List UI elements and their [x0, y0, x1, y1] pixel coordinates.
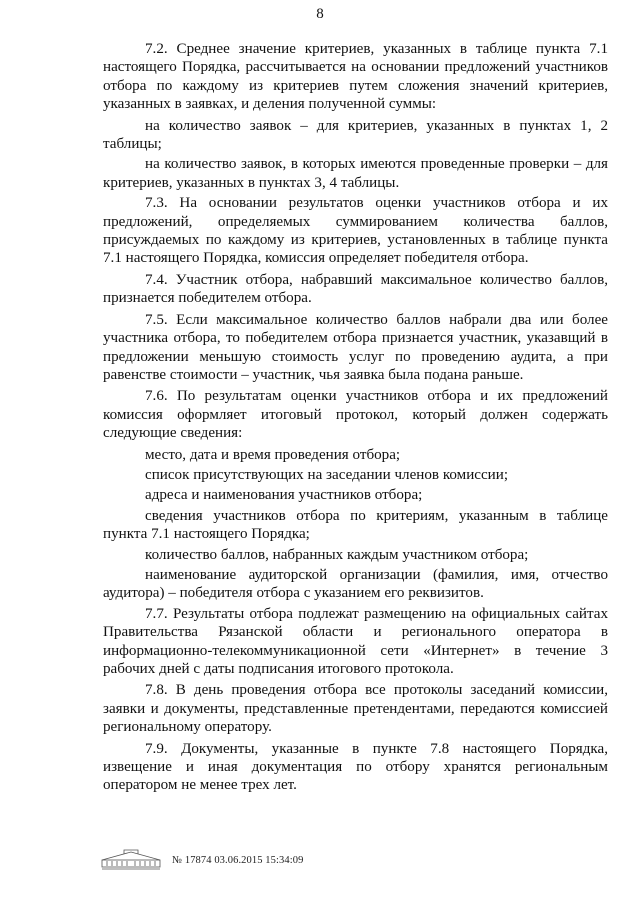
- list-item: список присутствующих на заседании членов комиссии;: [145, 466, 509, 483]
- paragraph-7-5: 7.5. Если максимальное количество баллов набрали два или более участника отбора, то победителем отбора признается участник, указавщий в предложении меньшую стоимость услуг по проведению аудита, а при равенстве стоимости – участник, чья заявка была подана раньше.: [103, 311, 608, 383]
- paragraph-7-9: 7.9. Документы, указанные в пункте 7.8 настоящего Порядка, извещение и иная документация по отбору хранятся региональным оператором не менее трех лет.: [103, 740, 608, 794]
- document-footer: [100, 848, 303, 872]
- paragraph-7-4: 7.4. Участник отбора, набравший максимальное количество баллов, признается победителем отбора.: [103, 271, 608, 307]
- list-item: место, дата и время проведения отбора;: [145, 446, 401, 463]
- paragraph-7-8: 7.8. В день проведения отбора все протоколы заседаний комиссии, заявки и документы, представленные претендентами, передаются комиссией региональному оператору.: [103, 682, 608, 736]
- list-item: на количество заявок – для критериев, указанных в пунктах 1, 2 таблицы;: [103, 117, 608, 153]
- list-item: наименование аудиторской организации (фамилия, имя, отчество аудитора) – победителя отбора с указанием его реквизитов.: [103, 566, 608, 602]
- paragraph-7-6: 7.6. По результатам оценки участников отбора и их предложений комиссия оформляет итоговый протокол, который должен содержать следующие сведения:: [103, 388, 608, 442]
- list-item: количество баллов, набранных каждым участником отбора;: [145, 546, 529, 563]
- paragraph-7-2: 7.2. Среднее значение критериев, указанных в таблице пункта 7.1 настоящего Порядка, рассчитывается на основании предложений участников отбора по каждому из критериев путем сложения значений критериев, указанных в заявках, и деления полученной суммы:: [103, 41, 608, 113]
- government-building-icon: [100, 848, 162, 872]
- document-body: [103, 40, 608, 798]
- document-stamp: № 17874 03.06.2015 15:34:09: [172, 854, 304, 866]
- list-item: сведения участников отбора по критериям, указанным в таблице пункта 7.1 настоящего Порядка;: [103, 507, 608, 543]
- list-item: адреса и наименования участников отбора;: [145, 487, 423, 504]
- paragraph-7-7: 7.7. Результаты отбора подлежат размещению на официальных сайтах Правительства Рязанской области и регионального оператора в информационно-телекоммуникационной сети «Интернет» в течение 3 рабочих дней с даты подписания итогового протокола.: [103, 605, 608, 677]
- page-number: 8: [316, 6, 324, 22]
- paragraph-7-3: 7.3. На основании результатов оценки участников отбора и их предложений, определяемых суммированием количества баллов, присуждаемых по каждому из критериев, установленных в таблице пункта 7.1 настоящего Порядка, комиссия определяет победителя отбора.: [103, 195, 608, 267]
- list-item: на количество заявок, в которых имеются проведенные проверки – для критериев, указанных в пунктах 3, 4 таблицы.: [103, 156, 608, 191]
